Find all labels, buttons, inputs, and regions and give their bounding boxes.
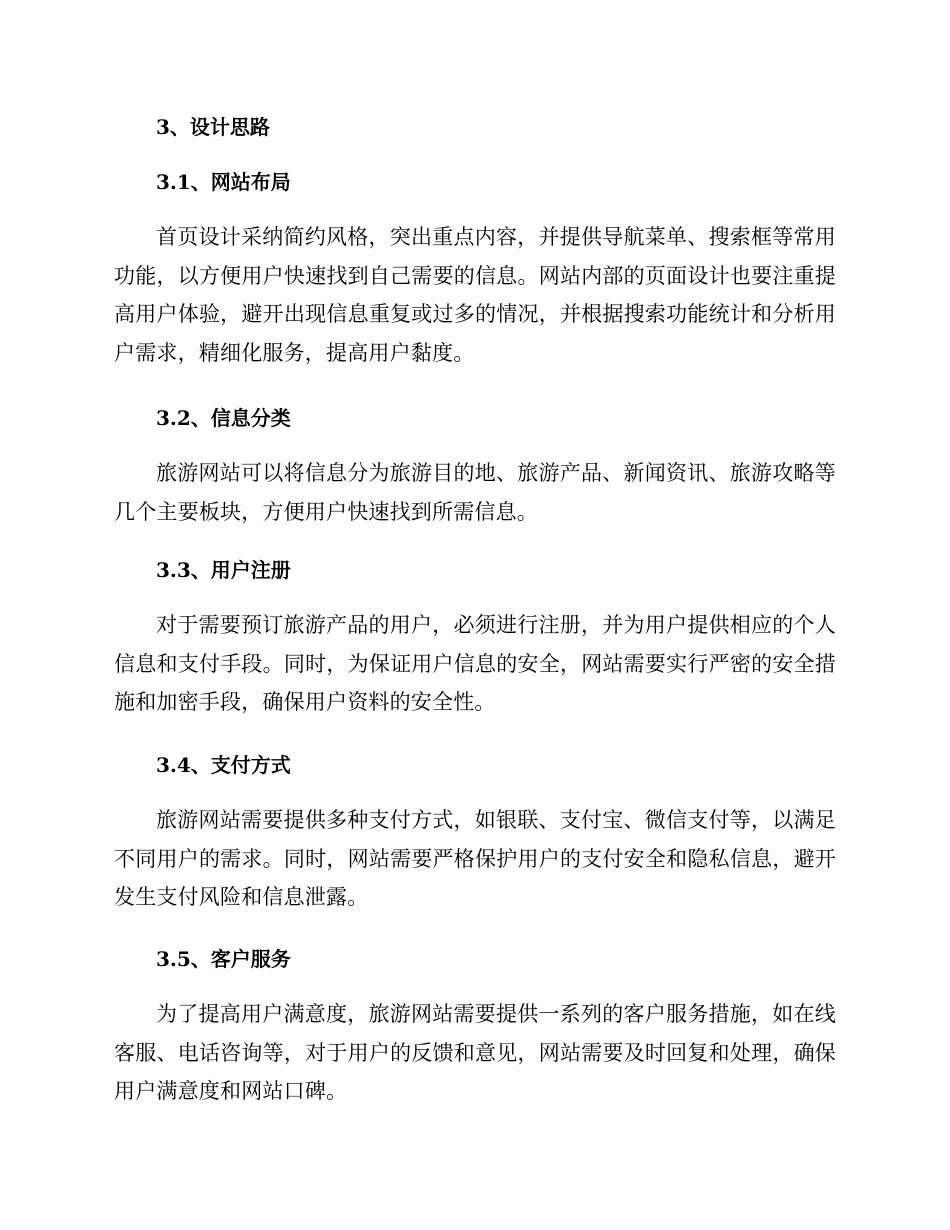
subsection-heading-info-classification: 3.2、信息分类	[156, 406, 291, 430]
paragraph-customer-service: 为了提高用户满意度，旅游网站需要提供一系列的客户服务措施，如在线客服、电话咨询等，对于用户的反馈和意见，网站需要及时回复和处理，确保用户满意度和网站口碑。	[114, 1002, 836, 1103]
subsection-heading-payment-methods: 3.4、支付方式	[156, 753, 291, 777]
section-heading: 3、设计思路	[156, 115, 270, 139]
paragraph-payment-methods: 旅游网站需要提供多种支付方式，如银联、支付宝、微信支付等，以满足不同用户的需求。同时，网站需要严格保护用户的支付安全和隐私信息，避开发生支付风险和信息泄露。	[114, 808, 836, 909]
subsection-heading-website-layout: 3.1、网站布局	[156, 170, 291, 194]
subsection-heading-user-registration: 3.3、用户注册	[156, 558, 291, 582]
paragraph-info-classification: 旅游网站可以将信息分为旅游目的地、旅游产品、新闻资讯、旅游攻略等几个主要板块，方便用户快速找到所需信息。	[114, 461, 836, 524]
paragraph-user-registration: 对于需要预订旅游产品的用户，必须进行注册，并为用户提供相应的个人信息和支付手段。同时，为保证用户信息的安全，网站需要实行严密的安全措施和加密手段，确保用户资料的安全性。	[114, 613, 836, 714]
paragraph-website-layout: 首页设计采纳简约风格，突出重点内容，并提供导航菜单、搜索框等常用功能，以方便用户快速找到自己需要的信息。网站内部的页面设计也要注重提高用户体验，避开出现信息重复或过多的情况，并根据搜索功能统计和分析用户需求，精细化服务，提高用户黏度。	[114, 225, 836, 365]
subsection-heading-customer-service: 3.5、客户服务	[156, 947, 291, 971]
